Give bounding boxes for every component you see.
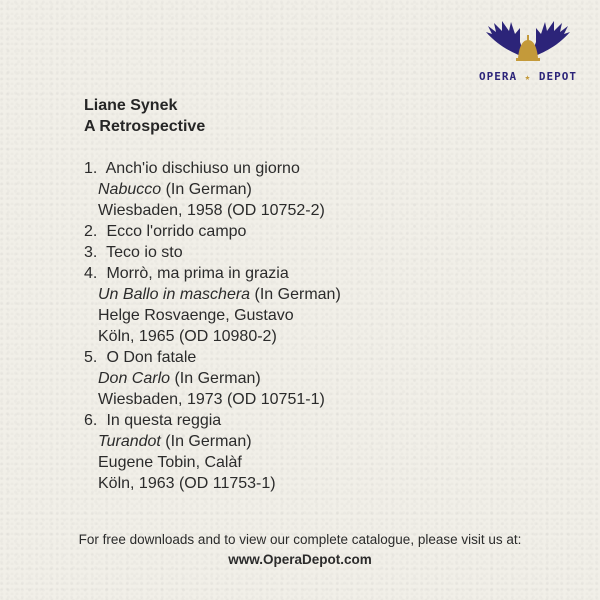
track-item [84, 242, 484, 263]
performers-info: Helge Rosvaenge, Gustavo [98, 307, 294, 324]
logo-text-right: DEPOT [538, 70, 577, 83]
track-item [84, 263, 484, 347]
opera-name: Don Carlo [98, 370, 171, 387]
performers-info: Eugene Tobin, Calàf [98, 454, 242, 471]
album-title: A Retrospective [84, 118, 206, 135]
language-note: (In German) [170, 370, 261, 387]
track-title: In questa reggia [106, 412, 222, 429]
language-note: (In German) [161, 181, 252, 198]
artist-name: Liane Synek [84, 97, 178, 114]
footer-text: For free downloads and to view our complete catalogue, please visit us at: [78, 532, 522, 547]
track-list [84, 158, 484, 494]
track-title: Ecco l'orrido campo [106, 223, 247, 240]
opera-name: Un Ballo in maschera [98, 286, 251, 303]
track-number: 6. [84, 412, 98, 429]
recording-info: Köln, 1965 (OD 10980-2) [98, 328, 277, 345]
logo-wordmark [478, 70, 578, 83]
track-item [84, 221, 484, 242]
track-number: 2. [84, 223, 98, 240]
track-number: 4. [84, 265, 98, 282]
language-note: (In German) [160, 433, 252, 450]
track-title: Teco io sto [106, 244, 183, 261]
track-item [84, 347, 484, 410]
track-number: 3. [84, 244, 98, 261]
album-heading [84, 95, 205, 137]
track-title: O Don fatale [106, 349, 197, 366]
opera-name: Turandot [98, 433, 161, 450]
footer [0, 530, 600, 570]
opera-depot-logo [478, 18, 578, 96]
track-item [84, 410, 484, 494]
website-link[interactable]: www.OperaDepot.com [228, 552, 372, 567]
recording-info: Wiesbaden, 1973 (OD 10751-1) [98, 391, 325, 408]
logo-text-left: OPERA [479, 70, 518, 83]
track-item [84, 158, 484, 221]
language-note: (In German) [250, 286, 341, 303]
track-title: Anch'io dischiuso un giorno [105, 160, 300, 177]
recording-info: Köln, 1963 (OD 11753-1) [98, 475, 276, 492]
opera-name: Nabucco [98, 181, 162, 198]
track-number: 5. [84, 349, 98, 366]
recording-info: Wiesbaden, 1958 (OD 10752-2) [98, 202, 325, 219]
star-icon: ★ [524, 73, 532, 83]
track-title: Morrò, ma prima in grazia [106, 265, 289, 282]
track-number: 1. [84, 160, 98, 177]
winged-bell-icon [478, 18, 578, 70]
